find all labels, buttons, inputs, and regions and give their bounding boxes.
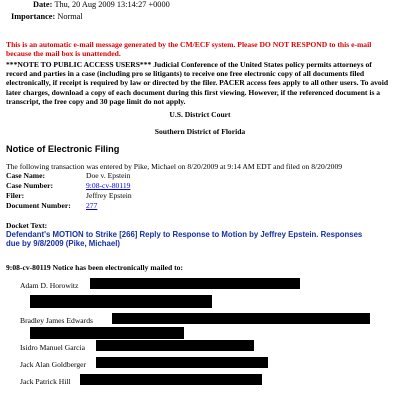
recipient-name: Bradley James Edwards [20, 316, 93, 325]
case-number-row [6, 181, 130, 190]
auto-message-warning: This is an automatic e-mail message generated by the CM/ECF system. Please DO NOT RESPOND to this e-mail because the mail box is unattended. [6, 40, 372, 59]
mailed-to-heading: 9:08-cv-80119 Notice has been electronically mailed to: [6, 263, 184, 272]
case-number-label: Case Number: [6, 181, 54, 190]
importance-value: Normal [57, 12, 83, 21]
docket-text: Defendant's MOTION to Strike [266] Reply to Response to Motion by Jeffrey Epstein. Responses due by 9/8/2009 (Pike, Michael) [6, 230, 363, 249]
recipient-name: Adam D. Horowitz [20, 281, 79, 290]
recipient-name: Isidro Manuel Garcia [20, 343, 85, 352]
case-name-value: Doe v. Epstein [86, 171, 131, 180]
case-name-label: Case Name: [6, 171, 46, 180]
transaction-line: The following transaction was entered by Pike, Michael on 8/20/2009 at 9:14 AM EDT and filed on 8/20/2009 [6, 162, 343, 171]
recipient-name: Jack Alan Goldberger [20, 360, 87, 369]
redaction-block [96, 340, 254, 351]
district-name: Southern District of Florida [154, 127, 246, 136]
importance-label: Importance: [11, 12, 56, 21]
date-value: Thu, 20 Aug 2009 13:14:27 +0000 [54, 0, 170, 9]
redaction-block [30, 295, 212, 308]
nef-title: Notice of Electronic Filing [6, 144, 120, 154]
date-header [33, 0, 170, 9]
case-name-row [6, 171, 130, 180]
redaction-block [96, 357, 268, 368]
document-number-row [6, 201, 97, 210]
filer-label: Filer: [6, 191, 25, 200]
court-name: U.S. District Court [169, 110, 231, 119]
filer-row [6, 191, 132, 200]
redaction-block [112, 313, 370, 324]
recipient-name: Jack Patrick Hill [20, 377, 71, 386]
docket-text-label: Docket Text: [6, 221, 48, 230]
filer-value: Jeffrey Epstein [86, 191, 132, 200]
document-number-link[interactable]: 277 [86, 201, 98, 210]
redaction-block [90, 278, 300, 289]
case-number-link[interactable]: 9:08-cv-80119 [86, 181, 131, 190]
redaction-block [30, 327, 184, 339]
redaction-block [80, 374, 262, 385]
document-number-label: Document Number: [6, 201, 71, 210]
date-label: Date: [33, 0, 53, 9]
importance-header [11, 12, 83, 21]
public-access-notice: ***NOTE TO PUBLIC ACCESS USERS*** Judicial Conference of the United States policy permits attorneys of record and parties in a case (including pro se litigants) to receive one free electronic copy of all documents filed electronically, if receipt is required by law or directed by the filer. PACER access fees apply to all other users. To avoid later charges, download a copy of each document during this first viewing. However, if the referenced document is a transcript, the free copy and 30 page limit do not apply. [6, 60, 389, 106]
